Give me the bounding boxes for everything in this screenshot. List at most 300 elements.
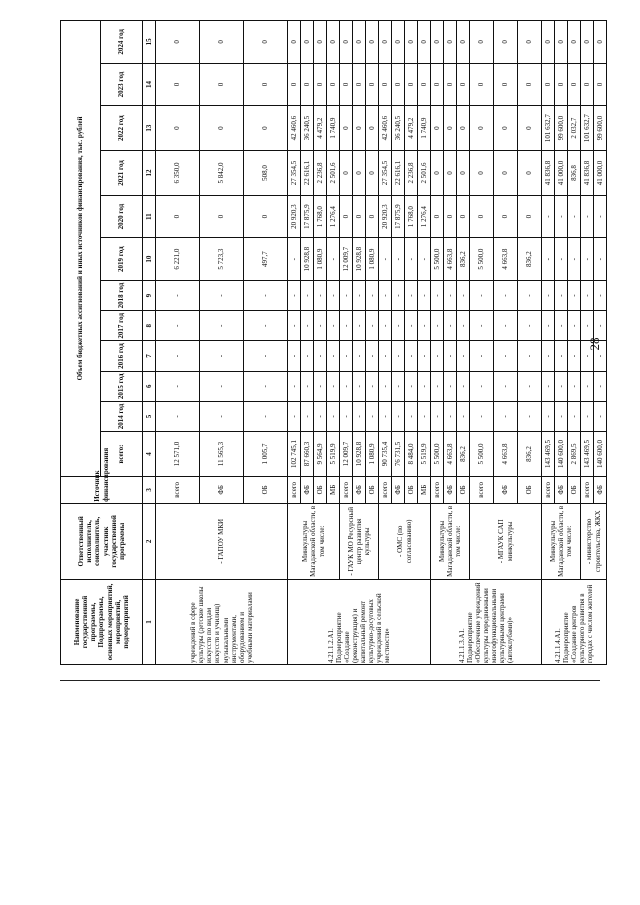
table-row	[431, 21, 444, 665]
amount-cell: -	[366, 371, 379, 401]
header-year: 2024 год	[101, 21, 143, 64]
amount-cell: 143 469,5	[542, 432, 555, 477]
amount-cell: -	[288, 280, 301, 310]
amount-cell: 101 632,7	[542, 106, 555, 151]
funding-source: ФБ	[494, 476, 518, 503]
amount-cell: 0	[200, 106, 244, 151]
amount-cell: 4 663,8	[444, 432, 457, 477]
column-number: 8	[143, 311, 156, 341]
rotated-table-wrapper	[60, 20, 604, 665]
amount-cell: -	[594, 341, 607, 371]
column-number-row	[143, 21, 156, 665]
header-responsible: Ответственный исполнитель, соисполнитель, участник государственной программы	[61, 503, 143, 579]
amount-cell: 11 565,3	[200, 432, 244, 477]
amount-cell: 0	[494, 151, 518, 196]
amount-cell: 0	[405, 21, 418, 64]
amount-cell: -	[568, 195, 581, 238]
amount-cell: -	[581, 311, 594, 341]
amount-cell: 0	[340, 63, 353, 106]
amount-cell: 0	[431, 21, 444, 64]
amount-cell: 0	[470, 63, 494, 106]
table-row	[470, 21, 494, 665]
funding-source: ФБ	[353, 476, 366, 503]
column-number: 13	[143, 106, 156, 151]
header-year: 2021 год	[101, 151, 143, 196]
amount-cell: -	[379, 371, 392, 401]
table-row	[379, 21, 392, 665]
amount-cell: 20 920,3	[379, 195, 392, 238]
amount-cell: -	[431, 371, 444, 401]
amount-cell: 0	[340, 106, 353, 151]
amount-cell: -	[457, 280, 470, 310]
amount-cell: -	[568, 311, 581, 341]
amount-cell: -	[470, 280, 494, 310]
amount-cell: 8 484,0	[405, 432, 418, 477]
amount-cell: 0	[494, 21, 518, 64]
amount-cell: -	[581, 401, 594, 431]
amount-cell: -	[542, 238, 555, 281]
amount-cell: -	[301, 401, 314, 431]
responsible-executor: - ГАУК МО Ресурсный центр развития культуры	[340, 503, 379, 579]
amount-cell: 0	[418, 21, 431, 64]
amount-cell: 0	[470, 151, 494, 196]
funding-source: всего	[340, 476, 353, 503]
amount-cell: -	[200, 341, 244, 371]
amount-cell: 0	[301, 63, 314, 106]
amount-cell: -	[555, 341, 568, 371]
amount-cell: -	[353, 280, 366, 310]
amount-cell: -	[542, 280, 555, 310]
amount-cell: 20 920,3	[288, 195, 301, 238]
amount-cell: 0	[353, 151, 366, 196]
amount-cell: 508,0	[244, 151, 288, 196]
funding-source: всего	[581, 476, 594, 503]
amount-cell: -	[542, 195, 555, 238]
table-row	[156, 21, 200, 665]
amount-cell: -	[494, 401, 518, 431]
amount-cell: 0	[494, 106, 518, 151]
amount-cell: -	[518, 401, 542, 431]
amount-cell: 22 616,1	[392, 151, 405, 196]
amount-cell: 836,8	[568, 151, 581, 196]
amount-cell: -	[457, 341, 470, 371]
amount-cell: -	[494, 311, 518, 341]
responsible-executor: Минкультуры Магаданской области, в том числе:	[431, 503, 470, 579]
amount-cell: 497,7	[244, 238, 288, 281]
funding-source: ОБ	[314, 476, 327, 503]
funding-source: ОБ	[518, 476, 542, 503]
amount-cell: 0	[392, 21, 405, 64]
amount-cell: -	[594, 371, 607, 401]
column-number: 12	[143, 151, 156, 196]
amount-cell: -	[494, 341, 518, 371]
table-row	[340, 21, 353, 665]
amount-cell: 0	[431, 106, 444, 151]
funding-source: ФБ	[444, 476, 457, 503]
amount-cell: 0	[457, 21, 470, 64]
amount-cell: 5 519,9	[418, 432, 431, 477]
document-sheet	[60, 20, 604, 665]
column-number: 14	[143, 63, 156, 106]
amount-cell: -	[244, 371, 288, 401]
amount-cell: 0	[314, 21, 327, 64]
amount-cell: 5 723,3	[200, 238, 244, 281]
amount-cell: -	[392, 341, 405, 371]
funding-source: всего	[156, 476, 200, 503]
amount-cell: -	[431, 311, 444, 341]
amount-cell: 10 928,8	[353, 238, 366, 281]
amount-cell: -	[366, 311, 379, 341]
amount-cell: -	[327, 238, 340, 281]
divider-line	[60, 680, 600, 681]
amount-cell: 4 479,2	[314, 106, 327, 151]
amount-cell: -	[288, 401, 301, 431]
amount-cell: 2 032,7	[568, 106, 581, 151]
amount-cell: -	[392, 238, 405, 281]
amount-cell: 41 000,0	[594, 151, 607, 196]
amount-cell: -	[314, 280, 327, 310]
amount-cell: -	[568, 238, 581, 281]
amount-cell: 1 005,7	[244, 432, 288, 477]
funding-source: всего	[431, 476, 444, 503]
amount-cell: 101 632,7	[581, 106, 594, 151]
amount-cell: -	[353, 311, 366, 341]
amount-cell: 0	[244, 195, 288, 238]
funding-source: всего	[542, 476, 555, 503]
amount-cell: 0	[568, 21, 581, 64]
amount-cell: 0	[470, 106, 494, 151]
amount-cell: -	[418, 371, 431, 401]
amount-cell: 0	[470, 195, 494, 238]
table-row	[288, 21, 301, 665]
amount-cell: 1 080,9	[366, 238, 379, 281]
amount-cell: -	[444, 341, 457, 371]
amount-cell: 0	[444, 195, 457, 238]
amount-cell: 0	[366, 106, 379, 151]
amount-cell: 0	[200, 195, 244, 238]
amount-cell: -	[340, 401, 353, 431]
amount-cell: -	[518, 341, 542, 371]
funding-source: ОБ	[568, 476, 581, 503]
header-year: 2017 год	[101, 311, 143, 341]
amount-cell: -	[353, 341, 366, 371]
column-number: 2	[143, 503, 156, 579]
column-number: 9	[143, 280, 156, 310]
amount-cell: -	[379, 311, 392, 341]
amount-cell: -	[405, 341, 418, 371]
amount-cell: -	[379, 280, 392, 310]
amount-cell: -	[156, 311, 200, 341]
amount-cell: -	[244, 280, 288, 310]
amount-cell: -	[301, 311, 314, 341]
amount-cell: 0	[431, 63, 444, 106]
amount-cell: -	[431, 341, 444, 371]
amount-cell: -	[581, 238, 594, 281]
amount-cell: -	[314, 311, 327, 341]
amount-cell: -	[457, 401, 470, 431]
amount-cell: -	[156, 280, 200, 310]
amount-cell: -	[327, 341, 340, 371]
amount-cell: -	[156, 341, 200, 371]
amount-cell: -	[594, 401, 607, 431]
amount-cell: 6 221,0	[156, 238, 200, 281]
amount-cell: -	[568, 401, 581, 431]
item-name: 4.21.1.2.А1. Подмероприятие «Создание (реконструкция) и капитальный ремонт культурно-досуговых учреждений в сельской местности»	[288, 579, 431, 664]
amount-cell: -	[418, 401, 431, 431]
column-number: 7	[143, 341, 156, 371]
amount-cell: -	[301, 371, 314, 401]
amount-cell: -	[366, 280, 379, 310]
amount-cell: 0	[581, 63, 594, 106]
amount-cell: -	[418, 238, 431, 281]
amount-cell: 140 600,0	[555, 432, 568, 477]
funding-source: ФБ	[392, 476, 405, 503]
amount-cell: 41 000,0	[555, 151, 568, 196]
amount-cell: 0	[470, 21, 494, 64]
amount-cell: 0	[353, 195, 366, 238]
amount-cell: 12 009,7	[340, 238, 353, 281]
amount-cell: -	[568, 280, 581, 310]
responsible-executor: - министерство строительства, ЖКХ	[581, 503, 607, 579]
amount-cell: 0	[340, 21, 353, 64]
funding-source: ОБ	[457, 476, 470, 503]
amount-cell: 87 660,3	[301, 432, 314, 477]
amount-cell: 9 564,9	[314, 432, 327, 477]
amount-cell: -	[353, 371, 366, 401]
amount-cell: 22 616,1	[301, 151, 314, 196]
amount-cell: 0	[431, 195, 444, 238]
amount-cell: 1 080,9	[314, 238, 327, 281]
amount-cell: 0	[340, 151, 353, 196]
header-source: Источник финансирования	[61, 476, 143, 503]
amount-cell: 27 354,5	[288, 151, 301, 196]
amount-cell: -	[405, 401, 418, 431]
amount-cell: -	[327, 280, 340, 310]
amount-cell: -	[555, 280, 568, 310]
amount-cell: 0	[353, 63, 366, 106]
amount-cell: 0	[444, 151, 457, 196]
amount-cell: 0	[568, 63, 581, 106]
amount-cell: 5 500,0	[470, 238, 494, 281]
amount-cell: 0	[457, 63, 470, 106]
column-number: 15	[143, 21, 156, 64]
page-number: 28	[587, 337, 602, 351]
amount-cell: 1 276,4	[418, 195, 431, 238]
amount-cell: -	[327, 401, 340, 431]
amount-cell: 0	[494, 195, 518, 238]
amount-cell: -	[301, 341, 314, 371]
amount-cell: -	[542, 341, 555, 371]
amount-cell: 0	[379, 21, 392, 64]
amount-cell: 0	[555, 63, 568, 106]
funding-source: МБ	[418, 476, 431, 503]
amount-cell: -	[392, 401, 405, 431]
amount-cell: 0	[431, 151, 444, 196]
funding-source: МБ	[327, 476, 340, 503]
amount-cell: 0	[518, 106, 542, 151]
amount-cell: 4 479,2	[405, 106, 418, 151]
responsible-executor: Минкультуры Магаданской области, в том числе:	[288, 503, 340, 579]
amount-cell: 5 500,0	[431, 238, 444, 281]
amount-cell: 0	[418, 63, 431, 106]
amount-cell: -	[470, 311, 494, 341]
amount-cell: -	[581, 195, 594, 238]
amount-cell: -	[555, 401, 568, 431]
amount-cell: 0	[156, 195, 200, 238]
amount-cell: 0	[156, 63, 200, 106]
amount-cell: 42 460,6	[379, 106, 392, 151]
table-row	[581, 21, 594, 665]
amount-cell: 0	[366, 195, 379, 238]
amount-cell: -	[392, 280, 405, 310]
amount-cell: 4 663,8	[444, 238, 457, 281]
amount-cell: 0	[518, 151, 542, 196]
responsible-executor: - ГАПОУ МКИ	[156, 503, 288, 579]
amount-cell: -	[156, 401, 200, 431]
amount-cell: -	[555, 311, 568, 341]
amount-cell: 99 600,0	[594, 106, 607, 151]
header-year: 2016 год	[101, 341, 143, 371]
amount-cell: 0	[288, 21, 301, 64]
amount-cell: 0	[518, 21, 542, 64]
amount-cell: 42 460,6	[288, 106, 301, 151]
amount-cell: -	[301, 280, 314, 310]
amount-cell: -	[340, 280, 353, 310]
amount-cell: -	[200, 280, 244, 310]
amount-cell: 1 768,0	[314, 195, 327, 238]
amount-cell: 836,2	[518, 238, 542, 281]
amount-cell: 10 928,8	[353, 432, 366, 477]
amount-cell: -	[405, 371, 418, 401]
amount-cell: 0	[327, 63, 340, 106]
amount-cell: 41 836,8	[581, 151, 594, 196]
amount-cell: -	[392, 371, 405, 401]
amount-cell: -	[581, 280, 594, 310]
funding-source: всего	[288, 476, 301, 503]
amount-cell: -	[494, 280, 518, 310]
column-number: 11	[143, 195, 156, 238]
amount-cell: 0	[457, 151, 470, 196]
amount-cell: -	[314, 371, 327, 401]
amount-cell: -	[444, 280, 457, 310]
amount-cell: -	[405, 280, 418, 310]
amount-cell: 0	[301, 21, 314, 64]
amount-cell: -	[200, 311, 244, 341]
amount-cell: 1 080,9	[366, 432, 379, 477]
amount-cell: -	[431, 401, 444, 431]
amount-cell: 0	[366, 21, 379, 64]
amount-cell: -	[470, 401, 494, 431]
amount-cell: -	[156, 371, 200, 401]
amount-cell: 27 354,5	[379, 151, 392, 196]
amount-cell: 0	[366, 151, 379, 196]
funding-source: всего	[379, 476, 392, 503]
amount-cell: 4 663,8	[494, 432, 518, 477]
amount-cell: 5 842,0	[200, 151, 244, 196]
amount-cell: 0	[444, 21, 457, 64]
amount-cell: 0	[494, 63, 518, 106]
amount-cell: 140 600,0	[594, 432, 607, 477]
funding-source: ФБ	[594, 476, 607, 503]
amount-cell: 0	[457, 195, 470, 238]
table-row	[542, 21, 555, 665]
amount-cell: -	[457, 311, 470, 341]
amount-cell: 0	[555, 21, 568, 64]
amount-cell: 0	[200, 63, 244, 106]
amount-cell: -	[518, 280, 542, 310]
amount-cell: 0	[405, 63, 418, 106]
amount-cell: 0	[314, 63, 327, 106]
amount-cell: 0	[518, 63, 542, 106]
amount-cell: 2 236,8	[314, 151, 327, 196]
responsible-executor: Минкультуры Магаданской области, в том числе:	[542, 503, 581, 579]
funding-source: ФБ	[555, 476, 568, 503]
header-year: 2022 год	[101, 106, 143, 151]
amount-cell: 10 928,8	[301, 238, 314, 281]
amount-cell: 17 875,9	[392, 195, 405, 238]
amount-cell: -	[555, 371, 568, 401]
column-number: 4	[143, 432, 156, 477]
amount-cell: -	[418, 280, 431, 310]
funding-source: ФБ	[200, 476, 244, 503]
amount-cell: 0	[353, 21, 366, 64]
amount-cell: -	[494, 371, 518, 401]
responsible-executor: - МГАУК САП минкультуры	[470, 503, 542, 579]
amount-cell: -	[594, 238, 607, 281]
amount-cell: -	[418, 341, 431, 371]
amount-cell: -	[444, 311, 457, 341]
amount-cell: -	[340, 341, 353, 371]
amount-cell: 0	[444, 63, 457, 106]
amount-cell: 36 240,5	[392, 106, 405, 151]
amount-cell: 5 500,0	[470, 432, 494, 477]
amount-cell: -	[200, 371, 244, 401]
column-number: 5	[143, 401, 156, 431]
amount-cell: -	[314, 401, 327, 431]
amount-cell: 836,2	[457, 238, 470, 281]
amount-cell: 836,2	[457, 432, 470, 477]
amount-cell: -	[379, 341, 392, 371]
amount-cell: -	[288, 238, 301, 281]
amount-cell: 0	[366, 63, 379, 106]
amount-cell: -	[518, 311, 542, 341]
amount-cell: 0	[542, 21, 555, 64]
column-number: 3	[143, 476, 156, 503]
amount-cell: -	[379, 401, 392, 431]
amount-cell: 76 731,5	[392, 432, 405, 477]
column-number: 1	[143, 579, 156, 664]
amount-cell: -	[555, 195, 568, 238]
amount-cell: -	[542, 401, 555, 431]
amount-cell: 2 236,8	[405, 151, 418, 196]
amount-cell: -	[353, 401, 366, 431]
funding-source: ОБ	[244, 476, 288, 503]
amount-cell: -	[200, 401, 244, 431]
amount-cell: 5 519,9	[327, 432, 340, 477]
amount-cell: -	[327, 311, 340, 341]
amount-cell: 0	[542, 63, 555, 106]
amount-cell: 0	[244, 106, 288, 151]
amount-cell: 0	[379, 63, 392, 106]
column-number: 10	[143, 238, 156, 281]
amount-cell: 17 875,9	[301, 195, 314, 238]
header-year: 2015 год	[101, 371, 143, 401]
amount-cell: 0	[581, 21, 594, 64]
amount-cell: 99 600,0	[555, 106, 568, 151]
amount-cell: 4 663,8	[494, 238, 518, 281]
amount-cell: 0	[200, 21, 244, 64]
amount-cell: 0	[518, 195, 542, 238]
